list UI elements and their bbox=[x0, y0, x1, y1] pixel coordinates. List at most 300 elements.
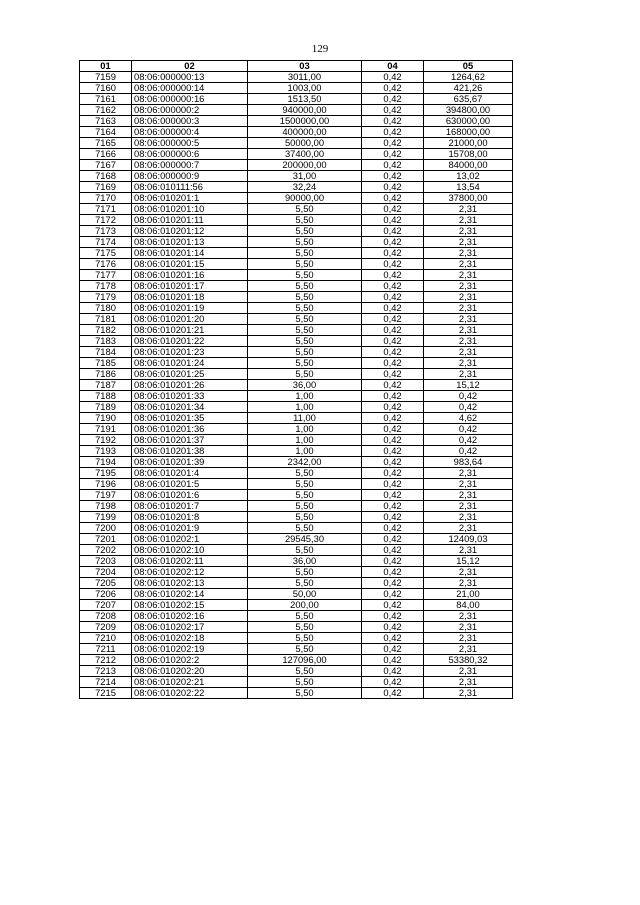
table-row bbox=[80, 424, 513, 435]
row-number-cell: 7159 bbox=[80, 72, 132, 83]
value-cell: 5,50 bbox=[248, 666, 362, 677]
amount-cell: 2,31 bbox=[424, 347, 513, 358]
value-cell: 37400,00 bbox=[248, 149, 362, 160]
row-number-cell: 7196 bbox=[80, 479, 132, 490]
value-cell: 1,00 bbox=[248, 391, 362, 402]
amount-cell: 2,31 bbox=[424, 644, 513, 655]
amount-cell: 2,31 bbox=[424, 358, 513, 369]
rate-cell: 0,42 bbox=[362, 325, 424, 336]
rate-cell: 0,42 bbox=[362, 446, 424, 457]
rate-cell: 0,42 bbox=[362, 204, 424, 215]
value-cell: 90000,00 bbox=[248, 193, 362, 204]
rate-cell: 0,42 bbox=[362, 578, 424, 589]
cadastral-number-cell: 08:06:010202:20 bbox=[132, 666, 248, 677]
cadastral-number-cell: 08:06:010202:14 bbox=[132, 589, 248, 600]
table-row bbox=[80, 435, 513, 446]
cadastral-number-cell: 08:06:010201:33 bbox=[132, 391, 248, 402]
table-row bbox=[80, 171, 513, 182]
cadastral-number-cell: 08:06:000000:14 bbox=[132, 83, 248, 94]
amount-cell: 2,31 bbox=[424, 479, 513, 490]
amount-cell: 2,31 bbox=[424, 237, 513, 248]
rate-cell: 0,42 bbox=[362, 391, 424, 402]
value-cell: 2342,00 bbox=[248, 457, 362, 468]
table-row bbox=[80, 237, 513, 248]
cadastral-number-cell: 08:06:010111:56 bbox=[132, 182, 248, 193]
table-row bbox=[80, 611, 513, 622]
cadastral-number-cell: 08:06:010201:12 bbox=[132, 226, 248, 237]
table-row bbox=[80, 204, 513, 215]
rate-cell: 0,42 bbox=[362, 226, 424, 237]
table-row bbox=[80, 303, 513, 314]
cadastral-number-cell: 08:06:010201:10 bbox=[132, 204, 248, 215]
amount-cell: 2,31 bbox=[424, 248, 513, 259]
cadastral-number-cell: 08:06:010201:19 bbox=[132, 303, 248, 314]
table-row bbox=[80, 215, 513, 226]
table-row bbox=[80, 336, 513, 347]
cadastral-number-cell: 08:06:010201:25 bbox=[132, 369, 248, 380]
amount-cell: 84000,00 bbox=[424, 160, 513, 171]
row-number-cell: 7205 bbox=[80, 578, 132, 589]
value-cell: 400000,00 bbox=[248, 127, 362, 138]
value-cell: 32,24 bbox=[248, 182, 362, 193]
cadastral-number-cell: 08:06:010202:13 bbox=[132, 578, 248, 589]
value-cell: 5,50 bbox=[248, 490, 362, 501]
rate-cell: 0,42 bbox=[362, 259, 424, 270]
rate-cell: 0,42 bbox=[362, 171, 424, 182]
amount-cell: 2,31 bbox=[424, 567, 513, 578]
cadastral-number-cell: 08:06:010201:9 bbox=[132, 523, 248, 534]
cadastral-number-cell: 08:06:010202:11 bbox=[132, 556, 248, 567]
amount-cell: 635,67 bbox=[424, 94, 513, 105]
table-row bbox=[80, 413, 513, 424]
cadastral-number-cell: 08:06:010201:38 bbox=[132, 446, 248, 457]
rate-cell: 0,42 bbox=[362, 149, 424, 160]
row-number-cell: 7167 bbox=[80, 160, 132, 171]
amount-cell: 421,26 bbox=[424, 83, 513, 94]
table-row bbox=[80, 182, 513, 193]
cadastral-number-cell: 08:06:010201:1 bbox=[132, 193, 248, 204]
value-cell: 5,50 bbox=[248, 248, 362, 259]
cadastral-number-cell: 08:06:010202:2 bbox=[132, 655, 248, 666]
table-row bbox=[80, 347, 513, 358]
table-row bbox=[80, 105, 513, 116]
page-number: 129 bbox=[311, 43, 329, 55]
cadastral-number-cell: 08:06:010202:1 bbox=[132, 534, 248, 545]
row-number-cell: 7189 bbox=[80, 402, 132, 413]
amount-cell: 2,31 bbox=[424, 622, 513, 633]
rate-cell: 0,42 bbox=[362, 347, 424, 358]
table-row bbox=[80, 666, 513, 677]
rate-cell: 0,42 bbox=[362, 644, 424, 655]
amount-cell: 84,00 bbox=[424, 600, 513, 611]
amount-cell: 2,31 bbox=[424, 501, 513, 512]
value-cell: 5,50 bbox=[248, 633, 362, 644]
amount-cell: 2,31 bbox=[424, 633, 513, 644]
amount-cell: 2,31 bbox=[424, 688, 513, 699]
table-row bbox=[80, 556, 513, 567]
value-cell: 940000,00 bbox=[248, 105, 362, 116]
value-cell: 5,50 bbox=[248, 611, 362, 622]
rate-cell: 0,42 bbox=[362, 127, 424, 138]
table-row bbox=[80, 457, 513, 468]
table-row bbox=[80, 325, 513, 336]
row-number-cell: 7173 bbox=[80, 226, 132, 237]
value-cell: 5,50 bbox=[248, 578, 362, 589]
cadastral-number-cell: 08:06:000000:16 bbox=[132, 94, 248, 105]
cadastral-number-cell: 08:06:010201:5 bbox=[132, 479, 248, 490]
rate-cell: 0,42 bbox=[362, 435, 424, 446]
rate-cell: 0,42 bbox=[362, 424, 424, 435]
row-number-cell: 7175 bbox=[80, 248, 132, 259]
amount-cell: 2,31 bbox=[424, 611, 513, 622]
amount-cell: 2,31 bbox=[424, 270, 513, 281]
value-cell: 1,00 bbox=[248, 446, 362, 457]
cadastral-number-cell: 08:06:010201:24 bbox=[132, 358, 248, 369]
amount-cell: 0,42 bbox=[424, 391, 513, 402]
cadastral-number-cell: 08:06:010201:36 bbox=[132, 424, 248, 435]
cadastral-number-cell: 08:06:010201:26 bbox=[132, 380, 248, 391]
cadastral-number-cell: 08:06:010201:4 bbox=[132, 468, 248, 479]
cadastral-number-cell: 08:06:010201:18 bbox=[132, 292, 248, 303]
amount-cell: 0,42 bbox=[424, 446, 513, 457]
value-cell: 5,50 bbox=[248, 479, 362, 490]
rate-cell: 0,42 bbox=[362, 622, 424, 633]
cadastral-number-cell: 08:06:010202:22 bbox=[132, 688, 248, 699]
row-number-cell: 7211 bbox=[80, 644, 132, 655]
rate-cell: 0,42 bbox=[362, 479, 424, 490]
value-cell: 1,00 bbox=[248, 402, 362, 413]
column-header-03: 03 bbox=[248, 61, 362, 72]
table-row bbox=[80, 479, 513, 490]
amount-cell: 2,31 bbox=[424, 204, 513, 215]
rate-cell: 0,42 bbox=[362, 567, 424, 578]
table-row bbox=[80, 622, 513, 633]
cadastral-number-cell: 08:06:010202:16 bbox=[132, 611, 248, 622]
amount-cell: 37800,00 bbox=[424, 193, 513, 204]
value-cell: 5,50 bbox=[248, 501, 362, 512]
table-row bbox=[80, 149, 513, 160]
amount-cell: 630000,00 bbox=[424, 116, 513, 127]
value-cell: 1,00 bbox=[248, 435, 362, 446]
value-cell: 5,50 bbox=[248, 523, 362, 534]
table-row bbox=[80, 160, 513, 171]
value-cell: 11,00 bbox=[248, 413, 362, 424]
amount-cell: 21000,00 bbox=[424, 138, 513, 149]
row-number-cell: 7212 bbox=[80, 655, 132, 666]
table-row bbox=[80, 292, 513, 303]
table-row bbox=[80, 94, 513, 105]
amount-cell: 13,02 bbox=[424, 171, 513, 182]
row-number-cell: 7168 bbox=[80, 171, 132, 182]
value-cell: 200000,00 bbox=[248, 160, 362, 171]
row-number-cell: 7162 bbox=[80, 105, 132, 116]
value-cell: 5,50 bbox=[248, 369, 362, 380]
row-number-cell: 7206 bbox=[80, 589, 132, 600]
cadastral-number-cell: 08:06:010201:16 bbox=[132, 270, 248, 281]
value-cell: 5,50 bbox=[248, 512, 362, 523]
value-cell: 5,50 bbox=[248, 259, 362, 270]
value-cell: 5,50 bbox=[248, 215, 362, 226]
amount-cell: 2,31 bbox=[424, 226, 513, 237]
row-number-cell: 7179 bbox=[80, 292, 132, 303]
table-row bbox=[80, 644, 513, 655]
amount-cell: 1264,62 bbox=[424, 72, 513, 83]
amount-cell: 0,42 bbox=[424, 424, 513, 435]
row-number-cell: 7194 bbox=[80, 457, 132, 468]
rate-cell: 0,42 bbox=[362, 600, 424, 611]
value-cell: 5,50 bbox=[248, 468, 362, 479]
row-number-cell: 7161 bbox=[80, 94, 132, 105]
row-number-cell: 7208 bbox=[80, 611, 132, 622]
table-row bbox=[80, 281, 513, 292]
cadastral-number-cell: 08:06:010201:37 bbox=[132, 435, 248, 446]
table-row bbox=[80, 600, 513, 611]
table-row bbox=[80, 501, 513, 512]
value-cell: 1500000,00 bbox=[248, 116, 362, 127]
amount-cell: 2,31 bbox=[424, 281, 513, 292]
cadastral-number-cell: 08:06:010202:21 bbox=[132, 677, 248, 688]
cadastral-number-cell: 08:06:010202:18 bbox=[132, 633, 248, 644]
cadastral-number-cell: 08:06:010202:17 bbox=[132, 622, 248, 633]
cadastral-number-cell: 08:06:010202:19 bbox=[132, 644, 248, 655]
rate-cell: 0,42 bbox=[362, 215, 424, 226]
value-cell: 5,50 bbox=[248, 237, 362, 248]
rate-cell: 0,42 bbox=[362, 655, 424, 666]
table-row bbox=[80, 688, 513, 699]
row-number-cell: 7165 bbox=[80, 138, 132, 149]
cadastral-number-cell: 08:06:010202:15 bbox=[132, 600, 248, 611]
rate-cell: 0,42 bbox=[362, 457, 424, 468]
table-row bbox=[80, 72, 513, 83]
amount-cell: 2,31 bbox=[424, 325, 513, 336]
row-number-cell: 7195 bbox=[80, 468, 132, 479]
cadastral-number-cell: 08:06:010201:39 bbox=[132, 457, 248, 468]
row-number-cell: 7209 bbox=[80, 622, 132, 633]
table-row bbox=[80, 545, 513, 556]
row-number-cell: 7192 bbox=[80, 435, 132, 446]
table-header-row bbox=[80, 61, 513, 72]
row-number-cell: 7183 bbox=[80, 336, 132, 347]
rate-cell: 0,42 bbox=[362, 292, 424, 303]
row-number-cell: 7199 bbox=[80, 512, 132, 523]
rate-cell: 0,42 bbox=[362, 237, 424, 248]
value-cell: 5,50 bbox=[248, 336, 362, 347]
value-cell: 5,50 bbox=[248, 226, 362, 237]
rate-cell: 0,42 bbox=[362, 105, 424, 116]
column-header-01: 01 bbox=[80, 61, 132, 72]
cadastral-number-cell: 08:06:010201:23 bbox=[132, 347, 248, 358]
value-cell: 29545,30 bbox=[248, 534, 362, 545]
cadastral-number-cell: 08:06:010201:21 bbox=[132, 325, 248, 336]
table-row bbox=[80, 116, 513, 127]
cadastral-number-cell: 08:06:010201:6 bbox=[132, 490, 248, 501]
row-number-cell: 7181 bbox=[80, 314, 132, 325]
cadastral-number-cell: 08:06:010201:7 bbox=[132, 501, 248, 512]
rate-cell: 0,42 bbox=[362, 611, 424, 622]
row-number-cell: 7177 bbox=[80, 270, 132, 281]
row-number-cell: 7202 bbox=[80, 545, 132, 556]
cadastral-number-cell: 08:06:010201:14 bbox=[132, 248, 248, 259]
row-number-cell: 7190 bbox=[80, 413, 132, 424]
amount-cell: 2,31 bbox=[424, 314, 513, 325]
cadastral-number-cell: 08:06:010201:15 bbox=[132, 259, 248, 270]
row-number-cell: 7210 bbox=[80, 633, 132, 644]
rate-cell: 0,42 bbox=[362, 83, 424, 94]
cadastral-number-cell: 08:06:000000:3 bbox=[132, 116, 248, 127]
cadastral-number-cell: 08:06:010201:22 bbox=[132, 336, 248, 347]
table-row bbox=[80, 83, 513, 94]
value-cell: 50000,00 bbox=[248, 138, 362, 149]
table-row bbox=[80, 193, 513, 204]
rate-cell: 0,42 bbox=[362, 402, 424, 413]
row-number-cell: 7164 bbox=[80, 127, 132, 138]
amount-cell: 2,31 bbox=[424, 677, 513, 688]
table-row bbox=[80, 127, 513, 138]
table-row bbox=[80, 490, 513, 501]
row-number-cell: 7166 bbox=[80, 149, 132, 160]
table-row bbox=[80, 589, 513, 600]
value-cell: 5,50 bbox=[248, 314, 362, 325]
rate-cell: 0,42 bbox=[362, 468, 424, 479]
row-number-cell: 7201 bbox=[80, 534, 132, 545]
amount-cell: 2,31 bbox=[424, 468, 513, 479]
amount-cell: 13,54 bbox=[424, 182, 513, 193]
value-cell: 5,50 bbox=[248, 688, 362, 699]
row-number-cell: 7170 bbox=[80, 193, 132, 204]
rate-cell: 0,42 bbox=[362, 666, 424, 677]
rate-cell: 0,42 bbox=[362, 512, 424, 523]
row-number-cell: 7184 bbox=[80, 347, 132, 358]
amount-cell: 2,31 bbox=[424, 215, 513, 226]
cadastral-number-cell: 08:06:010201:17 bbox=[132, 281, 248, 292]
column-header-04: 04 bbox=[362, 61, 424, 72]
rate-cell: 0,42 bbox=[362, 336, 424, 347]
value-cell: 5,50 bbox=[248, 622, 362, 633]
amount-cell: 2,31 bbox=[424, 336, 513, 347]
table-row bbox=[80, 468, 513, 479]
value-cell: 31,00 bbox=[248, 171, 362, 182]
cadastral-number-cell: 08:06:010201:13 bbox=[132, 237, 248, 248]
rate-cell: 0,42 bbox=[362, 534, 424, 545]
rate-cell: 0,42 bbox=[362, 490, 424, 501]
table-row bbox=[80, 534, 513, 545]
table-row bbox=[80, 358, 513, 369]
cadastral-number-cell: 08:06:010201:11 bbox=[132, 215, 248, 226]
rate-cell: 0,42 bbox=[362, 380, 424, 391]
table-body bbox=[80, 72, 513, 699]
row-number-cell: 7207 bbox=[80, 600, 132, 611]
value-cell: 127096,00 bbox=[248, 655, 362, 666]
column-header-02: 02 bbox=[132, 61, 248, 72]
value-cell: 5,50 bbox=[248, 567, 362, 578]
value-cell: 5,50 bbox=[248, 358, 362, 369]
amount-cell: 2,31 bbox=[424, 578, 513, 589]
cadastral-number-cell: 08:06:000000:13 bbox=[132, 72, 248, 83]
amount-cell: 983,64 bbox=[424, 457, 513, 468]
rate-cell: 0,42 bbox=[362, 116, 424, 127]
table-row bbox=[80, 226, 513, 237]
amount-cell: 0,42 bbox=[424, 402, 513, 413]
row-number-cell: 7171 bbox=[80, 204, 132, 215]
rate-cell: 0,42 bbox=[362, 589, 424, 600]
row-number-cell: 7215 bbox=[80, 688, 132, 699]
table-row bbox=[80, 259, 513, 270]
row-number-cell: 7214 bbox=[80, 677, 132, 688]
amount-cell: 0,42 bbox=[424, 435, 513, 446]
amount-cell: 2,31 bbox=[424, 259, 513, 270]
amount-cell: 2,31 bbox=[424, 303, 513, 314]
value-cell: 5,50 bbox=[248, 281, 362, 292]
cadastral-number-cell: 08:06:010201:20 bbox=[132, 314, 248, 325]
amount-cell: 53380,32 bbox=[424, 655, 513, 666]
rate-cell: 0,42 bbox=[362, 358, 424, 369]
row-number-cell: 7203 bbox=[80, 556, 132, 567]
row-number-cell: 7200 bbox=[80, 523, 132, 534]
table-row bbox=[80, 446, 513, 457]
table-row bbox=[80, 633, 513, 644]
value-cell: 5,50 bbox=[248, 204, 362, 215]
cadastral-number-cell: 08:06:010202:10 bbox=[132, 545, 248, 556]
table-row bbox=[80, 391, 513, 402]
table-row bbox=[80, 402, 513, 413]
value-cell: 1513,50 bbox=[248, 94, 362, 105]
value-cell: 1003,00 bbox=[248, 83, 362, 94]
cadastral-number-cell: 08:06:010201:8 bbox=[132, 512, 248, 523]
table-row bbox=[80, 677, 513, 688]
value-cell: 5,50 bbox=[248, 292, 362, 303]
row-number-cell: 7198 bbox=[80, 501, 132, 512]
cadastral-number-cell: 08:06:010201:35 bbox=[132, 413, 248, 424]
value-cell: 5,50 bbox=[248, 347, 362, 358]
rate-cell: 0,42 bbox=[362, 314, 424, 325]
amount-cell: 168000,00 bbox=[424, 127, 513, 138]
row-number-cell: 7178 bbox=[80, 281, 132, 292]
value-cell: 5,50 bbox=[248, 303, 362, 314]
cadastral-number-cell: 08:06:000000:7 bbox=[132, 160, 248, 171]
amount-cell: 2,31 bbox=[424, 292, 513, 303]
row-number-cell: 7169 bbox=[80, 182, 132, 193]
cadastral-number-cell: 08:06:010201:34 bbox=[132, 402, 248, 413]
row-number-cell: 7172 bbox=[80, 215, 132, 226]
table-row bbox=[80, 369, 513, 380]
amount-cell: 4,62 bbox=[424, 413, 513, 424]
row-number-cell: 7174 bbox=[80, 237, 132, 248]
amount-cell: 2,31 bbox=[424, 666, 513, 677]
amount-cell: 15,12 bbox=[424, 556, 513, 567]
rate-cell: 0,42 bbox=[362, 72, 424, 83]
cadastral-number-cell: 08:06:000000:6 bbox=[132, 149, 248, 160]
amount-cell: 2,31 bbox=[424, 369, 513, 380]
amount-cell: 2,31 bbox=[424, 545, 513, 556]
row-number-cell: 7160 bbox=[80, 83, 132, 94]
row-number-cell: 7193 bbox=[80, 446, 132, 457]
value-cell: 5,50 bbox=[248, 677, 362, 688]
table-row bbox=[80, 380, 513, 391]
table-row bbox=[80, 655, 513, 666]
amount-cell: 12409,03 bbox=[424, 534, 513, 545]
rate-cell: 0,42 bbox=[362, 501, 424, 512]
row-number-cell: 7163 bbox=[80, 116, 132, 127]
table-row bbox=[80, 523, 513, 534]
value-cell: 36,00 bbox=[248, 556, 362, 567]
row-number-cell: 7204 bbox=[80, 567, 132, 578]
table-row bbox=[80, 270, 513, 281]
amount-cell: 2,31 bbox=[424, 490, 513, 501]
rate-cell: 0,42 bbox=[362, 160, 424, 171]
row-number-cell: 7197 bbox=[80, 490, 132, 501]
value-cell: 5,50 bbox=[248, 270, 362, 281]
amount-cell: 2,31 bbox=[424, 512, 513, 523]
